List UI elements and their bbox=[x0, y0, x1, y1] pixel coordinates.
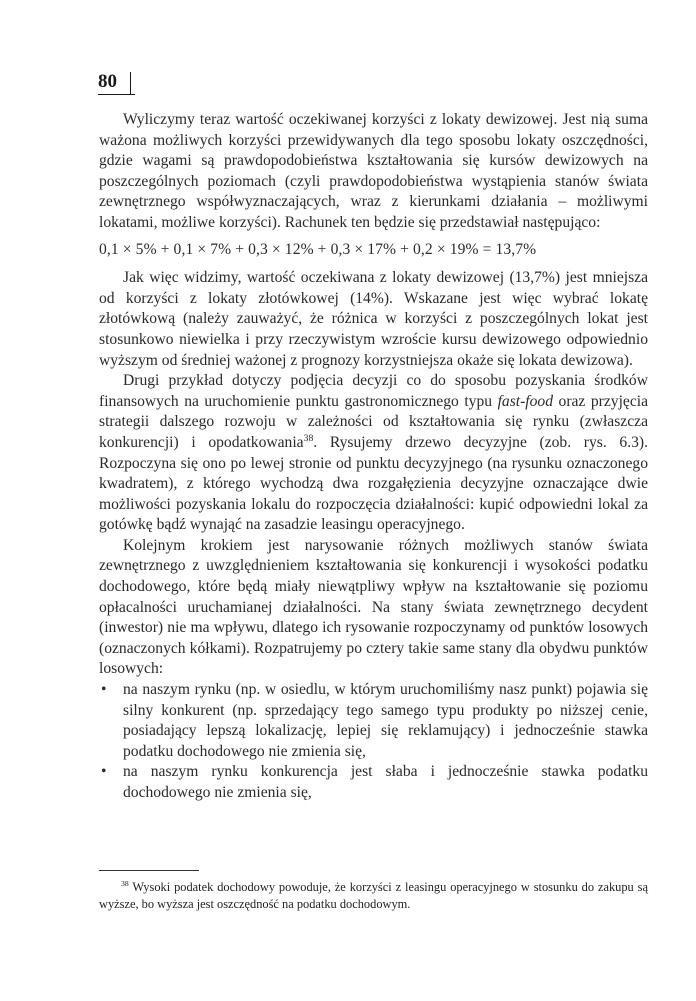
formula: 0,1 × 5% + 0,1 × 7% + 0,3 × 12% + 0,3 × 17% + 0,2 × 19% = 13,7% bbox=[99, 240, 537, 258]
footnote-divider bbox=[99, 870, 199, 871]
bullet-list bbox=[99, 680, 648, 804]
page-number-marker bbox=[130, 72, 132, 94]
list-item bbox=[99, 762, 648, 803]
italic-term: fast-food bbox=[497, 392, 554, 410]
list-item bbox=[99, 680, 648, 762]
bullet-icon: • bbox=[101, 681, 107, 699]
paragraph-3-part-1: Drugi przykład dotyczy podjęcia decyzji co do sposobu pozyskania środków finansowych na uruchomienie punktu gastronomicznego typu bbox=[99, 372, 648, 410]
paragraph-4: Kolejnym krokiem jest narysowanie różnych możliwych stanów świata zewnętrznego z uwzględnieniem kształtowania się konkurencji i wysokości podatku dochodowego, które będą miały niewątpliwy wpływ na kształtowanie się poziomu opłacalności uruchamianej działalności. Na stany świata zewnętrznego decydent (inwestor) nie ma wpływu, dlatego ich rysowanie rozpoczynamy od punktów losowych (oznaczonych kółkami). Rozpatrujemy po cztery takie same stany dla obydwu punktów losowych: bbox=[99, 536, 648, 678]
list-item-text: na naszym rynku konkurencja jest słaba i jednocześnie stawka podatku dochodowego nie zmienia się, bbox=[123, 763, 648, 801]
body-text bbox=[99, 110, 648, 804]
page-number-text: 80 bbox=[98, 71, 117, 92]
footnote bbox=[99, 879, 648, 913]
paragraph-3-part-3: . Rysujemy drzewo decyzyjne (zob. rys. 6.3). Rozpoczyna się ono po lewej stronie od punktu decyzyjnego (na rysunku oznaczonego kwadratem), z którego wychodzą dwa rozgałęzienia decyzyjne oznaczające dwie możliwości pozyskania lokalu do rozpoczęcia działalności: kupić odpowiedni lokal za gotówkę bądź wynająć na zasadzie leasingu operacyjnego. bbox=[99, 433, 648, 534]
paragraph-3 bbox=[99, 371, 648, 536]
footnote-number: 38 bbox=[121, 878, 129, 888]
bullet-icon: • bbox=[101, 763, 107, 781]
paragraph-1: Wyliczymy teraz wartość oczekiwanej korzyści z lokaty dewizowej. Jest nią suma ważona możliwych korzyści przewidywanych dla tego sposobu lokaty oszczędności, gdzie wagami są prawdopodobieństwa kształtowania się kursów dewizowych na poszczególnych poziomach (czyli prawdopodobieństwa wystąpienia stanów świata zewnętrznego współwyznaczających, wraz z kierunkami działania – możliwymi lokatami, możliwe korzyści). Rachunek ten będzie się przedstawiał następująco: bbox=[99, 111, 648, 231]
list-item-text: na naszym rynku (np. w osiedlu, w którym uruchomiliśmy nasz punkt) pojawia się silny konkurent (np. sprzedający tego samego typu produkty po niższej cenie, posiadający lepszą lokalizację, lepiej się reklamujący) i jednocześnie stawka podatku dochodowego nie zmienia się, bbox=[123, 681, 648, 760]
footnote-text: Wysoki podatek dochodowy powoduje, że korzyści z leasingu operacyjnego w stosunku do zakupu są wyższe, bo wyższa jest oszczędność na podatku dochodowym. bbox=[99, 880, 648, 911]
footnote-reference[interactable]: 38 bbox=[303, 432, 314, 444]
paragraph-2: Jak więc widzimy, wartość oczekiwana z lokaty dewizowej (13,7%) jest mniejsza od korzyści z lokaty złotówkowej (14%). Wskazane jest więc wybrać lokatę złotówkową (należy zauważyć, że różnica w korzyści z poszczególnych lokat jest stosunkowo niewielka i przy rzeczywistym wzroście kursu dewizowego odpowiednio wyższym od średniej ważonej z prognozy korzystniejsza okaże się lokata dewizowa). bbox=[99, 269, 648, 369]
paragraph-3-part-2: oraz przyjęcia strategii dalszego rozwoju w zależności od kształtowania się rynku (zwłaszcza konkurencji) i opodatkowania bbox=[99, 392, 649, 451]
page-number bbox=[98, 70, 135, 95]
